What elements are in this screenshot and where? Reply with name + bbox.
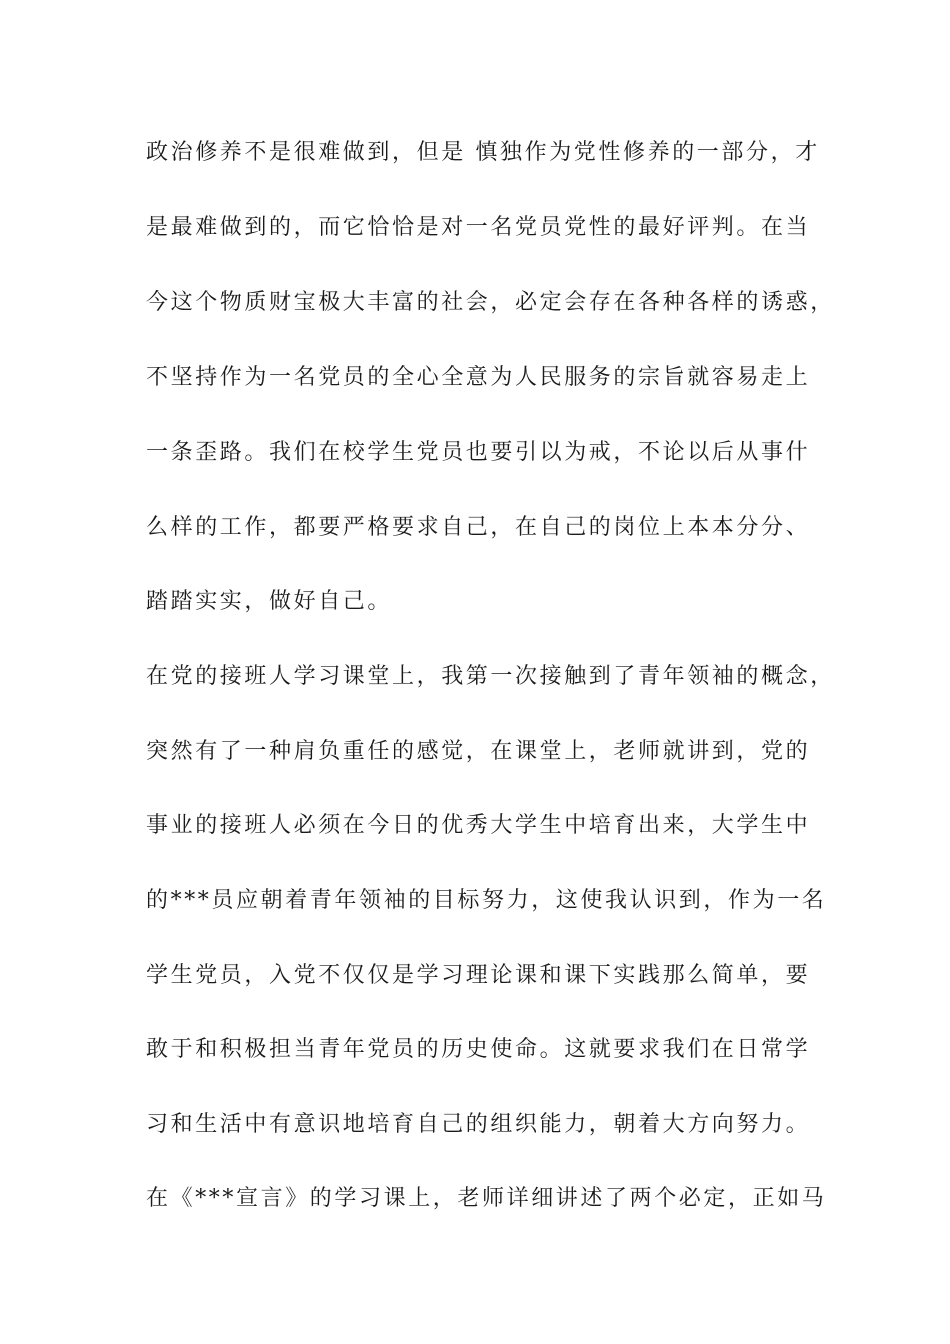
text-line: 的***员应朝着青年领袖的目标努力，这使我认识到，作为一名 — [146, 888, 827, 913]
text-line: 在党的接班人学习课堂上，我第一次接触到了青年领袖的概念， — [146, 664, 835, 689]
text-line: 政治修养不是很难做到，但是 慎独作为党性修养的一部分，才 — [146, 140, 820, 165]
text-line: 今这个物质财宝极大丰富的社会，必定会存在各种各样的诱惑， — [146, 290, 835, 315]
text-line: 突然有了一种肩负重任的感觉，在课堂上，老师就讲到，党的 — [146, 739, 811, 764]
text-line: 一条歪路。我们在校学生党员也要引以为戒，不论以后从事什 — [146, 440, 811, 465]
text-line: 不坚持作为一名党员的全心全意为人民服务的宗旨就容易走上 — [146, 365, 811, 390]
text-line: 是最难做到的，而它恰恰是对一名党员党性的最好评判。在当 — [146, 215, 811, 240]
text-line: 在《***宣言》的学习课上，老师详细讲述了两个必定，正如马 — [146, 1186, 827, 1211]
text-line: 敢于和积极担当青年党员的历史使命。这就要求我们在日常学 — [146, 1037, 811, 1062]
text-line: 学生党员，入党不仅仅是学习理论课和课下实践那么简单，要 — [146, 963, 811, 988]
text-line: 习和生活中有意识地培育自己的组织能力，朝着大方向努力。 — [146, 1112, 811, 1137]
text-line: 么样的工作，都要严格要求自己，在自己的岗位上本本分分、 — [146, 515, 811, 540]
text-line: 踏踏实实，做好自己。 — [146, 589, 393, 614]
text-line: 事业的接班人必须在今日的优秀大学生中培育出来，大学生中 — [146, 813, 811, 838]
